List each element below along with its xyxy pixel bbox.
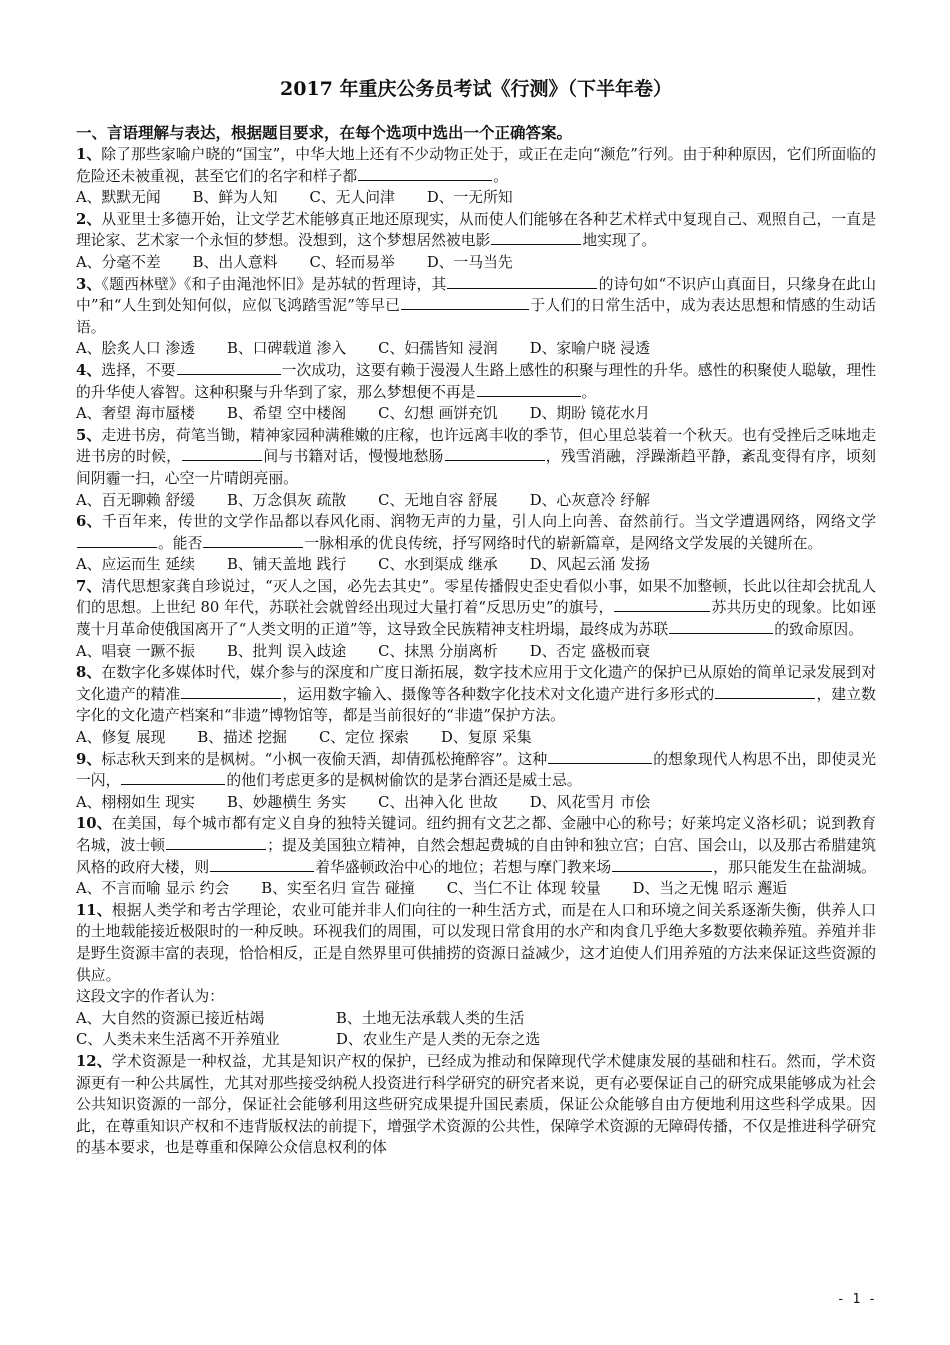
question-11: 11、根据人类学和考古学理论，农业可能并非人们向往的一种生活方式，而是在人口和环境之间关系逐渐失衡，供养人口的土地载能接近极限时的一种反映。环视我们的周围，可以发现日常食用的水产和肉食几乎绝大多数要依赖养殖。养殖并非是野生资源丰富的表现，恰恰相反，正是自然界里可供捕捞的资源日益减少，这才迫使人们用养殖的方法来保证这些资源的供应。	[76, 901, 876, 984]
answer-blank	[203, 533, 303, 548]
options-8	[76, 727, 876, 749]
answer-blank	[669, 619, 773, 634]
option: A、分毫不差	[76, 253, 161, 271]
option: C、当仁不让 体现 较量	[446, 880, 601, 898]
question-3: 3、《题西林壁》《和子由渑池怀旧》是苏轼的哲理诗，其 的诗句如“不识庐山真面目，只缘身在此山中”和“人生到处知何似，应似飞鸿踏雪泥”等早已 于人们的日常生活中，成为表达思想和情感的生动话语。	[76, 275, 877, 336]
option: D、风起云涌 发扬	[529, 556, 650, 574]
question-number: 12、	[76, 1052, 112, 1070]
question-number: 11、	[76, 901, 112, 919]
option: C、人类未来生活离不开养殖业	[76, 1031, 280, 1049]
option: B、实至名归 宣告 碰撞	[261, 880, 415, 898]
option: A、不言而喻 显示 约会	[76, 880, 230, 898]
question-number: 7、	[76, 577, 102, 595]
option: A、大自然的资源已接近枯竭	[76, 1009, 265, 1027]
option: B、描述 挖掘	[197, 729, 287, 747]
option: C、水到渠成 继承	[378, 556, 498, 574]
options-5	[76, 490, 876, 512]
option: A、奢望 海市蜃楼	[76, 405, 195, 423]
option: A、脍炙人口 渗透	[76, 340, 195, 358]
answer-blank	[614, 597, 710, 612]
option: D、一马当先	[426, 253, 513, 271]
option: A、唱衰 一蹶不振	[76, 642, 195, 660]
answer-blank	[121, 770, 225, 785]
option: B、铺天盖地 践行	[226, 556, 347, 574]
answer-blank	[182, 446, 262, 461]
question-10: 10、在美国，每个城市都有定义自身的独特关键词。纽约拥有文艺之都、金融中心的称号；好莱坞定义洛杉矶；说到教育名城，波士顿 ；提及美国独立精神，自然会想起费城的自由钟和独立宫；白宫、国会山，以及那古希腊建筑风格的政府大楼，则 着华盛顿政治中心的地位；若想与摩门教来场 ，那只能发生在盐湖城。	[76, 815, 876, 876]
question-number: 8、	[76, 664, 102, 682]
option: B、批判 误入歧途	[226, 642, 347, 660]
option: A、栩栩如生 现实	[76, 793, 195, 811]
question-number: 1、	[76, 146, 102, 163]
options-3	[76, 338, 876, 360]
option: D、期盼 镜花水月	[529, 405, 650, 423]
answer-blank	[548, 749, 652, 764]
option: A、默默无闻	[76, 189, 161, 207]
option: A、百无聊赖 舒缓	[76, 491, 195, 509]
question-4: 4、选择，不要 一次成功，这要有赖于漫漫人生路上感性的积聚与理性的升华。感性的积聚使人聪敏，理性的升华使人睿智。这种积聚与升华到了家，那么梦想便不再是 。	[76, 361, 876, 401]
option: B、万念俱灰 疏散	[226, 491, 347, 509]
answer-blank	[715, 684, 815, 699]
page-number: - 1 -	[836, 1292, 876, 1307]
answer-blank	[181, 684, 281, 699]
options-9	[76, 792, 876, 814]
option: C、无人问津	[309, 189, 395, 207]
option: D、风花雪月 市侩	[529, 793, 650, 811]
answer-blank	[477, 382, 581, 397]
option: C、妇孺皆知 浸润	[378, 340, 498, 358]
question-number: 4、	[76, 361, 102, 379]
question-6: 6、千百年来，传世的文学作品都以春风化雨、润物无声的力量，引人向上向善、奋然前行。当文学遭遇网络，网络文学。能否 一脉相承的优良传统，抒写网络时代的崭新篇章，是网络文学发展的关键所在。	[76, 513, 876, 552]
options-11	[76, 1008, 876, 1051]
question-number: 10、	[76, 815, 112, 833]
answer-blank	[358, 166, 492, 181]
option: A、应运而生 延续	[76, 556, 195, 574]
answer-blank	[77, 533, 157, 548]
answer-blank	[612, 857, 712, 872]
option: B、希望 空中楼阁	[226, 405, 347, 423]
option: C、幻想 画饼充饥	[378, 405, 498, 423]
option: D、心灰意冷 纾解	[529, 491, 650, 509]
option: C、抹黑 分崩离析	[378, 642, 498, 660]
option: C、轻而易举	[309, 253, 395, 271]
question-stem: 这段文字的作者认为：	[76, 988, 224, 1006]
answer-blank	[445, 446, 545, 461]
options-2	[76, 252, 876, 274]
option: B、妙趣横生 务实	[226, 793, 347, 811]
option: C、定位 探索	[318, 729, 409, 747]
question-9: 9、标志秋天到来的是枫树。“小枫一夜偷天酒，却倩孤松掩醉容”。这种 的想象现代人构思不出，即使灵光一闪， 的他们考虑更多的是枫树偷饮的是茅台酒还是威士忌。	[76, 750, 876, 790]
options-1	[76, 187, 876, 209]
option: D、一无所知	[426, 189, 513, 207]
option: B、土地无法承载人类的生活	[336, 1009, 525, 1027]
option: D、当之无愧 昭示 邂逅	[632, 880, 788, 898]
question-7: 7、清代思想家龚自珍说过，“灭人之国，必先去其史”。零星传播假史歪史看似小事，如果不加整顿，长此以往却会扰乱人们的思想。上世纪 80 年代，苏联社会就曾经出现过大量打着“反思历史”的旗号， 苏共历史的现象。比如诬蔑十月革命使俄国离开了“人类文明的正道”等，这导致全民族精神支柱坍塌，最终成为苏联 的致命原因。	[76, 577, 877, 639]
question-number: 3、	[76, 275, 102, 293]
question-5: 5、走进书房，荷笔当锄，精神家园种满稚嫩的庄稼，也许远离丰收的季节，但心里总装着一个秋天。也有受挫后乏味地走进书房的时候， 间与书籍对话，慢慢地愁肠 ，残雪消融，浮躁渐趋平静，紊乱变得有序，顷刻间阴霾一扫，心空一片晴朗亮丽。	[76, 426, 877, 487]
answer-blank	[177, 360, 281, 375]
section-heading: 一、言语理解与表达，根据题目要求，在每个选项中选出一个正确答案。	[76, 123, 573, 142]
answer-blank	[447, 274, 597, 289]
option: C、无地自容 舒展	[378, 491, 498, 509]
options-7	[76, 641, 876, 663]
answer-blank	[166, 835, 266, 850]
answer-blank	[401, 295, 529, 310]
question-8: 8、在数字化多媒体时代，媒介参与的深度和广度日渐拓展，数字技术应用于文化遗产的保护已从原始的简单记录发展到对文化遗产的精准 ，运用数字输入、摄像等各种数字化技术对文化遗产进行多形式的 ，建立数字化的文化遗产档案和“非遗”博物馆等，都是当前很好的“非遗”保护方法。	[76, 664, 877, 725]
option: A、修复 展现	[76, 729, 166, 747]
question-2: 2、从亚里士多德开始，让文学艺术能够真正地还原现实，从而使人们能够在各种艺术样式中复现自己、观照自己，一直是理论家、艺术家一个永恒的梦想。没想到，这个梦想居然被电影 地实现了。	[76, 210, 877, 250]
option: C、出神入化 世故	[378, 793, 498, 811]
question-1: 1、除了那些家喻户晓的“国宝”，中华大地上还有不少动物正处于，或正在走向“濒危”行列。由于种种原因，它们所面临的危险还未被重视，甚至它们的名字和样子都 。	[76, 146, 877, 185]
options-6	[76, 554, 876, 576]
option: B、口碑载道 渗入	[226, 340, 347, 358]
options-10	[76, 878, 876, 900]
options-4	[76, 403, 876, 425]
question-number: 5、	[76, 426, 102, 444]
option: D、家喻户晓 浸透	[529, 340, 650, 358]
question-number: 2、	[76, 210, 102, 228]
option: D、农业生产是人类的无奈之选	[336, 1031, 541, 1049]
option: D、复原 采集	[440, 729, 532, 747]
question-number: 6、	[76, 513, 102, 531]
option: B、鲜为人知	[192, 189, 278, 207]
question-number: 9、	[76, 750, 102, 768]
question-12: 12、学术资源是一种权益，尤其是知识产权的保护，已经成为推动和保障现代学术健康发展的基础和柱石。然而，学术资源更有一种公共属性，尤其对那些接受纳税人投资进行科学研究的研究者来说，更有必要保证自己的研究成果能够成为社会公共知识资源的一部分，保证社会能够利用这些研究成果提升国民素质，保证公众能够自由方便地利用这些科学成果。因此，在尊重知识产权和不违背版权法的前提下，增强学术资源的公共性，保障学术资源的无障碍传播，不仅是推进科学研究的基本要求，也是尊重和保障公众信息权利的体	[76, 1052, 876, 1157]
document-page	[76, 76, 876, 1159]
answer-blank	[491, 230, 581, 245]
option: D、否定 盛极而衰	[529, 642, 650, 660]
page-title: 2017 年重庆公务员考试《行测》（下半年卷）	[280, 78, 672, 100]
option: B、出人意料	[192, 253, 278, 271]
answer-blank	[210, 857, 314, 872]
